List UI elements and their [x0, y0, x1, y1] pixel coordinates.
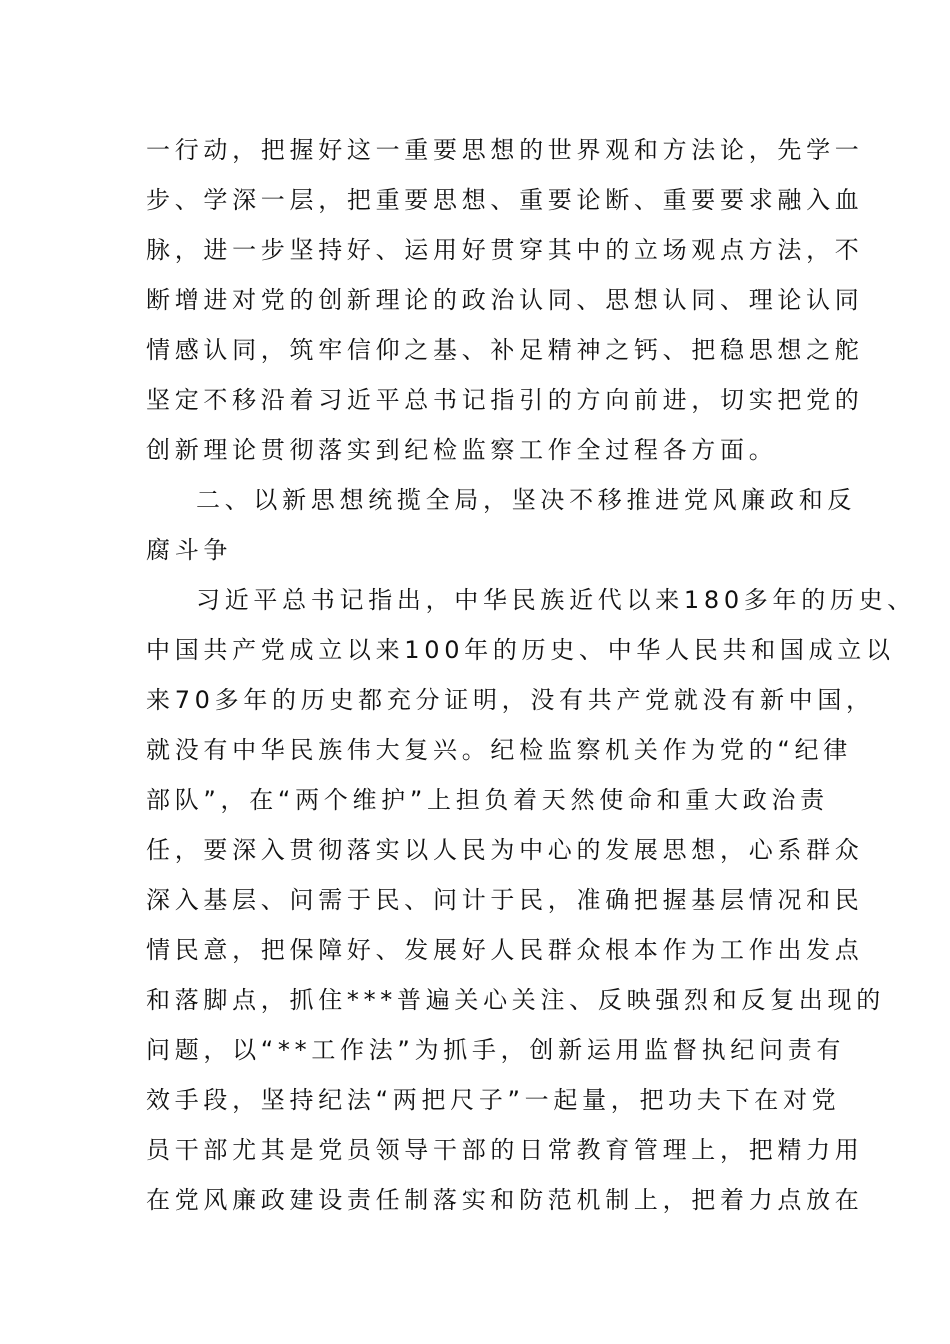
paragraph-first-line: 习近平总书记指出，中华民族近代以来180多年的历史、 [196, 586, 917, 614]
body-text-line: 在党风廉政建设责任制落实和防范机制上，把着力点放在 [146, 1186, 864, 1214]
body-text-line: 员干部尤其是党员领导干部的日常教育管理上，把精力用 [146, 1136, 864, 1164]
body-text-line: 脉，进一步坚持好、运用好贯穿其中的立场观点方法，不 [146, 236, 864, 264]
body-text-line: 步、学深一层，把重要思想、重要论断、重要要求融入血 [146, 186, 864, 214]
body-text-line: 情民意，把保障好、发展好人民群众根本作为工作出发点 [146, 936, 864, 964]
body-text-line: 效手段，坚持纪法“两把尺子”一起量，把功夫下在对党 [146, 1086, 841, 1114]
body-text-line: 中国共产党成立以来100年的历史、中华人民共和国成立以 [146, 636, 895, 664]
body-text-line: 部队”，在“两个维护”上担负着天然使命和重大政治责 [146, 786, 829, 814]
section-heading-continuation: 腐斗争 [146, 536, 233, 564]
body-text-line: 断增进对党的创新理论的政治认同、思想认同、理论认同 [146, 286, 864, 314]
body-text-line: 一行动，把握好这一重要思想的世界观和方法论，先学一 [146, 136, 864, 164]
body-text-line: 坚定不移沿着习近平总书记指引的方向前进，切实把党的 [146, 386, 864, 414]
body-text-line: 问题，以“**工作法”为抓手，创新运用监督执纪问责有 [146, 1036, 846, 1064]
body-text-line: 任，要深入贯彻落实以人民为中心的发展思想，心系群众 [146, 836, 864, 864]
body-text-line: 深入基层、问需于民、问计于民，准确把握基层情况和民 [146, 886, 864, 914]
section-heading: 二、以新思想统揽全局，坚决不移推进党风廉政和反 [196, 486, 857, 514]
body-text-line: 就没有中华民族伟大复兴。纪检监察机关作为党的“纪律 [146, 736, 852, 764]
body-text-line: 创新理论贯彻落实到纪检监察工作全过程各方面。 [146, 436, 778, 464]
body-text-line: 和落脚点，抓住***普遍关心关注、反映强烈和反复出现的 [146, 986, 885, 1014]
body-text-line: 情感认同，筑牢信仰之基、补足精神之钙、把稳思想之舵 [146, 336, 864, 364]
body-text-line: 来70多年的历史都充分证明，没有共产党就没有新中国， [146, 686, 875, 714]
